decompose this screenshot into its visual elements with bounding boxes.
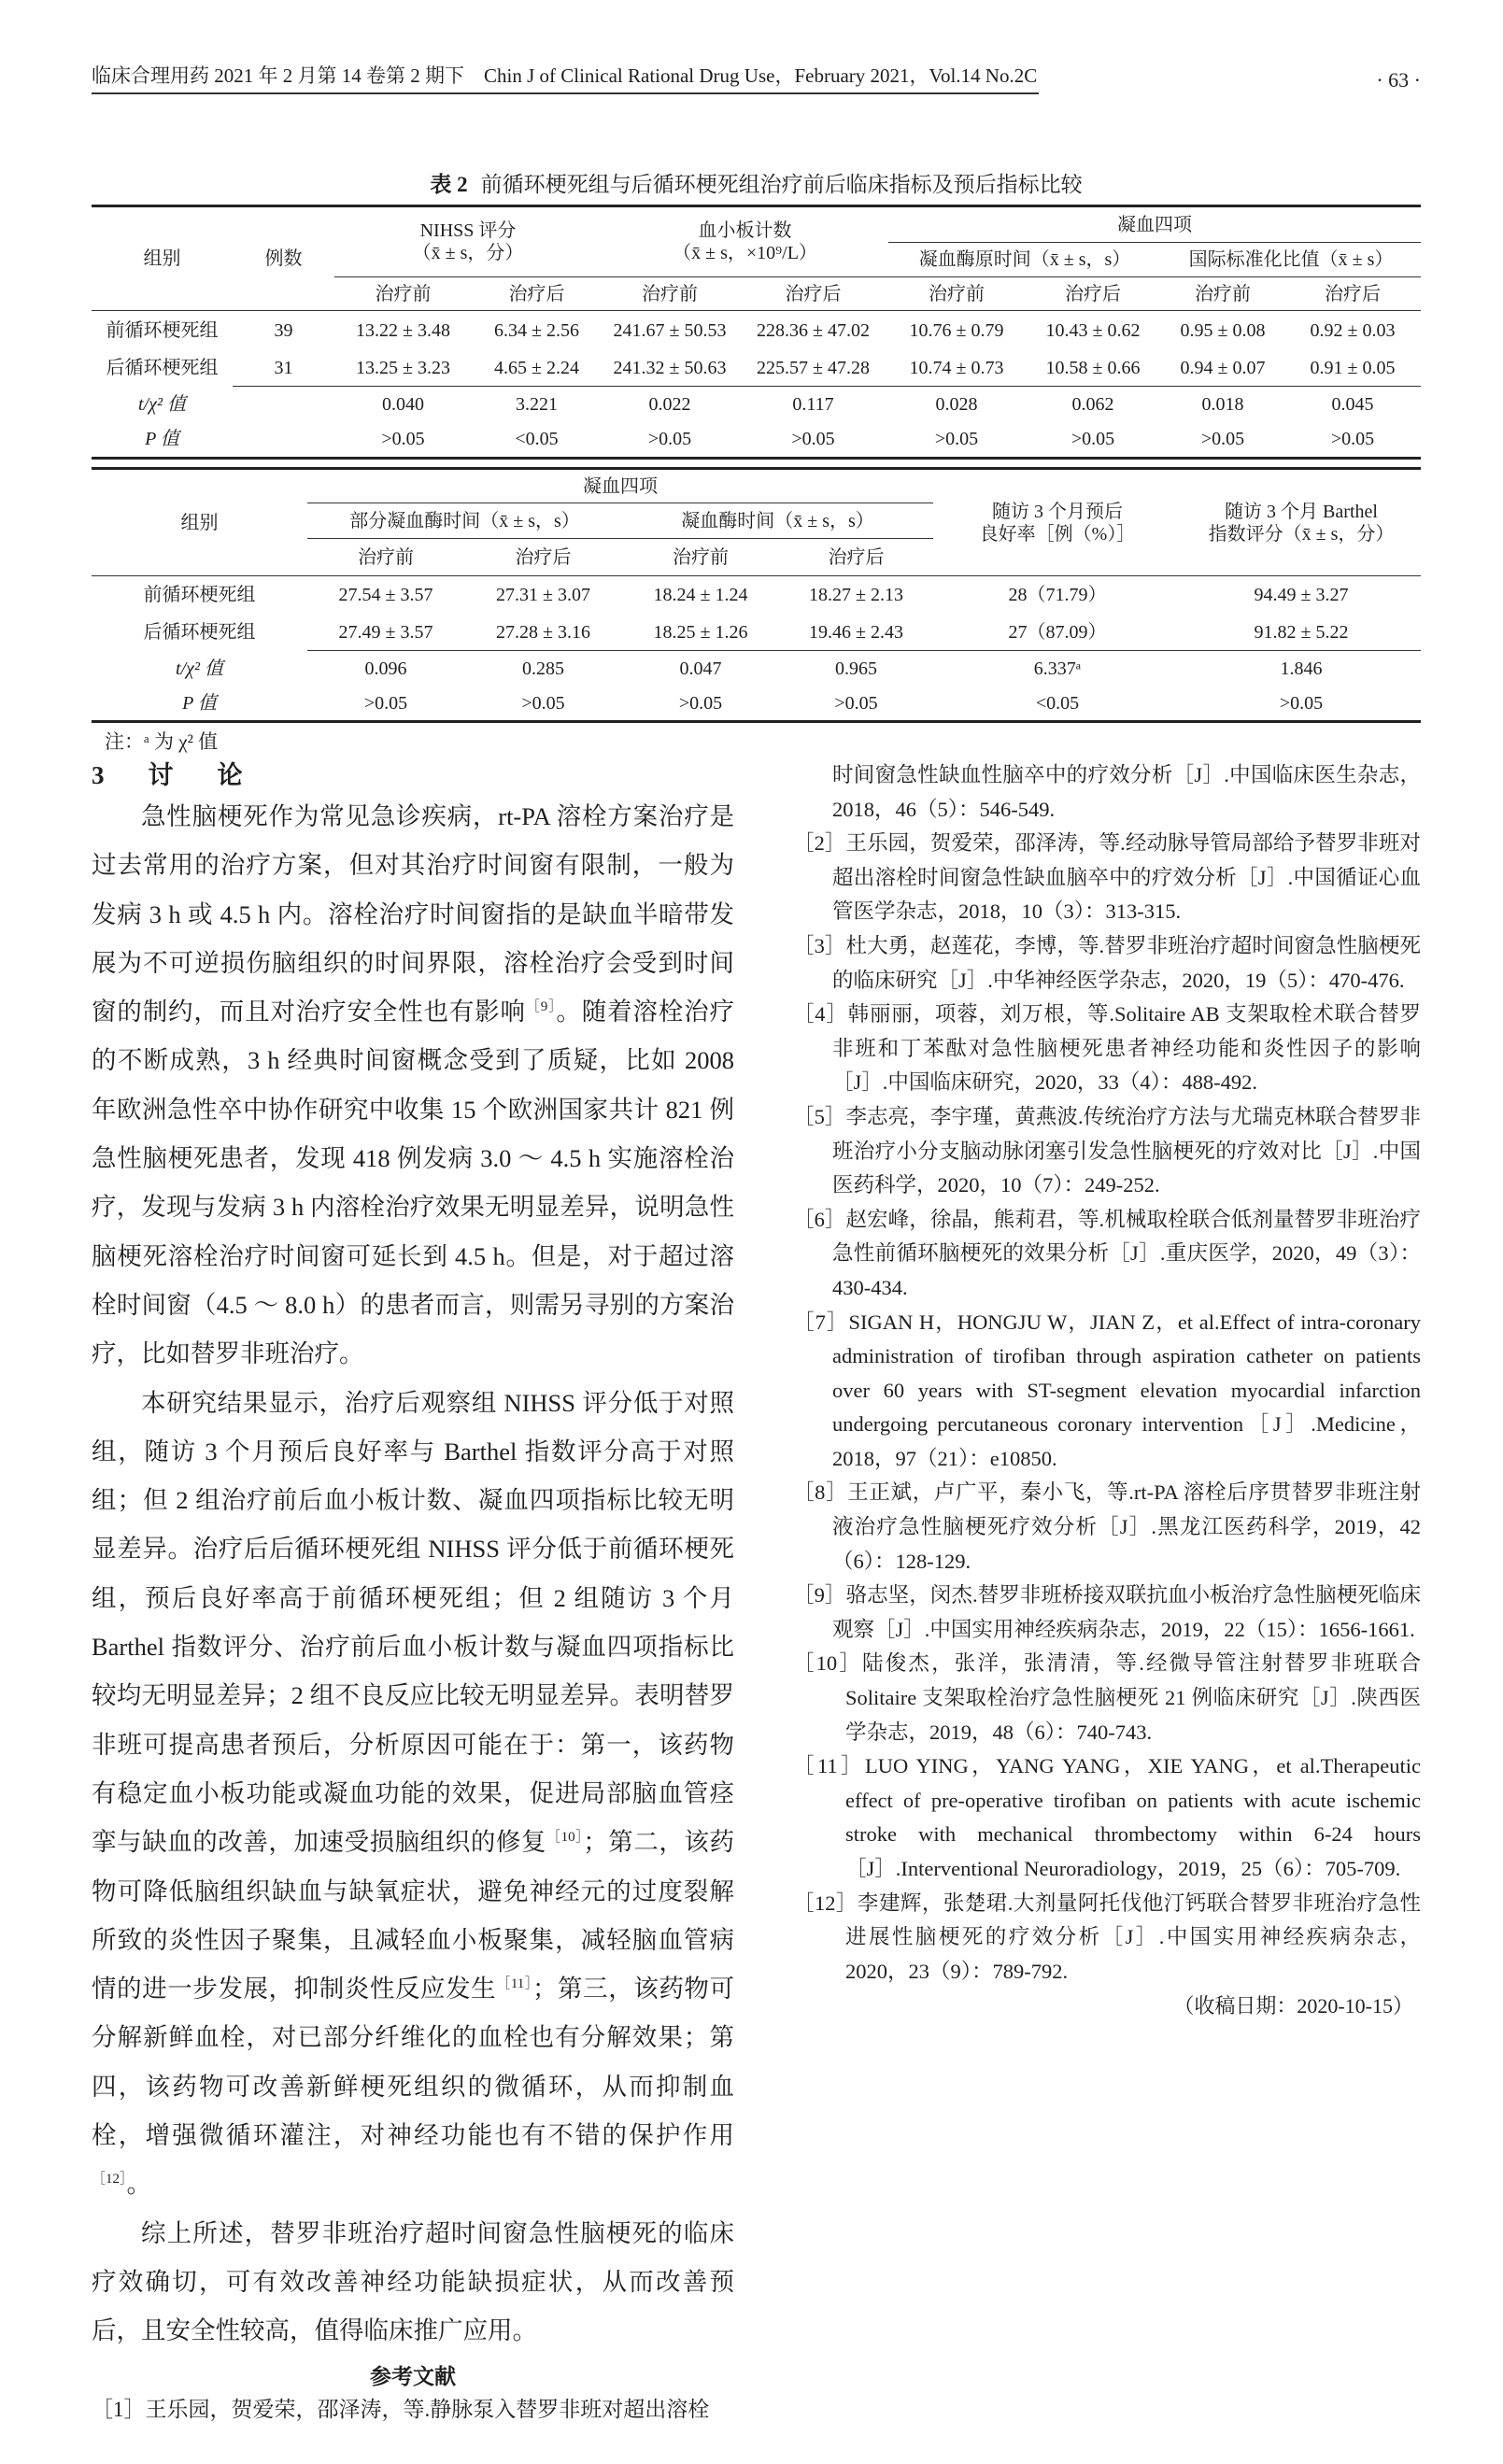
table-cell: >0.05 bbox=[678, 693, 723, 715]
header-nihss-unit: （x̄ ± s，分） bbox=[412, 243, 524, 263]
header-sub-after: 治疗后 bbox=[472, 277, 602, 311]
table-cell: 10.58 ± 0.66 bbox=[1045, 357, 1141, 378]
table-cell: 13.22 ± 3.48 bbox=[356, 319, 450, 341]
header-good-outcome bbox=[933, 469, 1182, 576]
header-sub-before: 治疗前 bbox=[334, 277, 472, 311]
header-platelet bbox=[602, 206, 888, 277]
header-group: 组别 bbox=[92, 469, 307, 576]
text-run: ；第二，该药物可降低脑组织缺血与缺氧症状，避免神经元的过度裂解所致的炎性因子聚集，且减轻血小板聚集，减轻脑血管病情的进一步发展，抑制炎性反应发生 bbox=[92, 1828, 734, 2004]
text-run: 。随着溶栓治疗的不断成熟，3 h 经典时间窗概念受到了质疑，比如 2008 年欧洲急性卒中协作研究中收集 15 个欧洲国家共计 821 例急性脑梗死患者，发现 418 例发病 3.0 ～ 4.5 h 实施溶栓治疗，发现与发病 3 h 内溶栓治疗效果无明显差异，说明急性脑梗死溶栓治疗时间窗可延长到 4.5 h。但是，对于超过溶栓时间窗（4.5 ～ 8.0 h）的患者而言，则需另寻别的方案治疗，比如替罗非班治疗。 bbox=[92, 998, 734, 1368]
header-inr: 国际标准化比值（x̄ ± s） bbox=[1161, 243, 1421, 277]
table-cell: >0.05 bbox=[521, 693, 565, 715]
table-row bbox=[92, 615, 1421, 651]
reference-1: ［1］王乐园，贺爱荣，邵泽涛，等.静脉泵入替罗非班对超出溶栓 bbox=[92, 2397, 710, 2421]
header-sub-before: 治疗前 bbox=[622, 539, 779, 576]
left-column bbox=[92, 758, 734, 2427]
header-sub-after: 治疗后 bbox=[1284, 277, 1421, 311]
row-label: 后循环梗死组 bbox=[143, 622, 256, 643]
page-number: · 63 · bbox=[1376, 68, 1421, 92]
reference-11: ［11］LUO YING，YANG YANG，XIE YANG，et al.Therapeutic effect of pre-operative tirofiban on patients with acute ischemic stroke with mechanical thrombectomy within 6-24 hours［J］.Interventional Neuroradiology，2019，25（6）：705-709. bbox=[793, 1754, 1421, 1880]
table-cell: 0.062 bbox=[1025, 387, 1161, 422]
table-cell: 10.74 ± 0.73 bbox=[909, 357, 1004, 378]
table-cell: >0.05 bbox=[1200, 429, 1245, 450]
table-cell: >0.05 bbox=[1330, 429, 1375, 450]
table-title bbox=[92, 171, 1421, 199]
header-good-outcome-2: 良好率［例（%）］ bbox=[979, 523, 1136, 545]
table-cell: >0.05 bbox=[1279, 693, 1324, 715]
header-sub-before: 治疗前 bbox=[888, 277, 1025, 311]
header-sub-before: 治疗前 bbox=[602, 277, 738, 311]
table-cell: 0.94 ± 0.07 bbox=[1180, 357, 1266, 378]
reference-9: ［9］骆志坚，闵杰.替罗非班桥接双联抗血小板治疗急性脑梗死临床观察［J］.中国实用神经疾病杂志，2019，22（15）：1656-1661. bbox=[793, 1583, 1421, 1641]
table-cell: <0.05 bbox=[515, 429, 559, 450]
table-cell: 10.43 ± 0.62 bbox=[1045, 319, 1141, 341]
table-cell: 27（87.09） bbox=[1008, 621, 1107, 643]
table-cell: >0.05 bbox=[1071, 429, 1115, 450]
row-label: 前循环梗死组 bbox=[106, 319, 219, 341]
reference-3: ［3］杜大勇，赵莲花，李博，等.替罗非班治疗超时间窗急性脑梗死的临床研究［J］.中华神经医学杂志，2020，19（5）：470-476. bbox=[793, 933, 1421, 992]
table-cell: 0.018 bbox=[1161, 387, 1284, 422]
table-cell: 13.25 ± 3.23 bbox=[356, 357, 450, 378]
table-cell: <0.05 bbox=[1035, 693, 1080, 715]
header-nihss bbox=[334, 206, 602, 277]
header-barthel-2: 指数评分（x̄ ± s，分） bbox=[1208, 523, 1395, 545]
reference-5: ［5］李志亮，李宇瑾，黄燕波.传统治疗方法与尤瑞克林联合替罗非班治疗小分支脑动脉闭塞引发急性脑梗死的疗效对比［J］.中国医药科学，2020，10（7）：249-252. bbox=[793, 1104, 1421, 1197]
header-barthel-1: 随访 3 个月 Barthel bbox=[1225, 501, 1378, 522]
reference-2: ［2］王乐园，贺爱荣，邵泽涛，等.经动脉导管局部给予替罗非班对超出溶栓时间窗急性缺血脑卒中的疗效分析［J］.中国循证心血管医学杂志，2018，10（3）：313-315. bbox=[793, 831, 1421, 924]
table-cell: >0.05 bbox=[381, 429, 425, 450]
row-label: t/χ² 值 bbox=[138, 393, 186, 415]
table-cell: 4.65 ± 2.24 bbox=[494, 357, 579, 378]
table-cell bbox=[233, 387, 334, 422]
table-cell: 6.34 ± 2.56 bbox=[494, 319, 579, 341]
reference-8: ［8］王正斌，卢广平，秦小飞，等.rt-PA 溶栓后序贯替罗非班注射液治疗急性脑梗死疗效分析［J］.黑龙江医药科学，2019，42（6）：128-129. bbox=[793, 1480, 1421, 1573]
header-coag: 凝血四项 bbox=[888, 206, 1421, 243]
results-table-part2 bbox=[92, 467, 1421, 723]
table-cell: 91.82 ± 5.22 bbox=[1254, 621, 1349, 643]
discussion-body bbox=[92, 792, 734, 2356]
table-cell: 225.57 ± 47.28 bbox=[757, 357, 871, 378]
table-cell: 3.221 bbox=[472, 387, 602, 422]
text-run: 。 bbox=[126, 2170, 152, 2199]
table-cell: 27.49 ± 3.57 bbox=[338, 621, 433, 643]
table-cell: >0.05 bbox=[791, 429, 835, 450]
citation: ［11］ bbox=[496, 1976, 532, 1992]
table-cell: >0.05 bbox=[934, 429, 979, 450]
header-group: 组别 bbox=[92, 206, 233, 311]
table-row bbox=[92, 387, 1421, 422]
table-cell: 31 bbox=[274, 357, 293, 378]
paragraph bbox=[92, 2209, 734, 2356]
citation: ［9］ bbox=[525, 999, 557, 1015]
table-cell: 0.117 bbox=[738, 387, 888, 422]
table-cell: 0.95 ± 0.08 bbox=[1180, 319, 1266, 341]
citation: ［10］ bbox=[546, 1830, 584, 1846]
row-label: 前循环梗死组 bbox=[143, 585, 256, 606]
section-heading: 3 讨 论 bbox=[92, 761, 252, 789]
table-cell: 39 bbox=[274, 319, 293, 341]
table-cell: >0.05 bbox=[834, 693, 878, 715]
header-aptt: 部分凝血酶时间（x̄ ± s，s） bbox=[307, 503, 622, 539]
paragraph bbox=[92, 792, 734, 1379]
header-n: 例数 bbox=[233, 206, 334, 311]
table-cell: 10.76 ± 0.79 bbox=[909, 319, 1004, 341]
header-nihss-label: NIHSS 评分 bbox=[419, 220, 517, 241]
table-cell: 28（71.79） bbox=[1008, 585, 1107, 606]
table-row bbox=[92, 687, 1421, 722]
reference-1-continued: 时间窗急性缺血性脑卒中的疗效分析［J］.中国临床医生杂志，2018，46（5）：546-549. bbox=[832, 763, 1421, 821]
table-row bbox=[92, 311, 1421, 350]
header-platelet-label: 血小板计数 bbox=[698, 220, 792, 241]
table-row bbox=[92, 422, 1421, 459]
header-platelet-unit: （x̄ ± s，×10⁹/L） bbox=[673, 243, 817, 263]
paragraph bbox=[92, 1379, 734, 2209]
running-head: 临床合理用药 2021 年 2 月第 14 卷第 2 期下 Chin J of Clinical Rational Drug Use，February 2021，Vol.14 No.2C bbox=[92, 62, 1039, 94]
table-cell: 0.022 bbox=[602, 387, 738, 422]
table-cell: 1.846 bbox=[1182, 651, 1421, 687]
reference-12: ［12］李建辉，张楚珺.大剂量阿托伐他汀钙联合替罗非班治疗急性进展性脑梗死的疗效分析［J］.中国实用神经疾病杂志，2020，23（9）：789-792. bbox=[793, 1890, 1421, 1983]
reference-6: ［6］赵宏峰，徐晶，熊莉君，等.机械取栓联合低剂量替罗非班治疗急性前循环脑梗死的效果分析［J］.重庆医学，2020，49（3）：430-434. bbox=[793, 1207, 1421, 1299]
table-cell: 0.965 bbox=[779, 651, 933, 687]
table-cell: 0.92 ± 0.03 bbox=[1310, 319, 1396, 341]
table-cell: 0.045 bbox=[1284, 387, 1421, 422]
table-row bbox=[92, 651, 1421, 687]
table-note: 注：ᵃ 为 χ² 值 bbox=[105, 730, 219, 753]
table-cell: 18.25 ± 1.26 bbox=[653, 621, 748, 643]
reference-4: ［4］韩丽丽，项蓉，刘万根，等.Solitaire AB 支架取栓术联合替罗非班和丁苯酞对急性脑梗死患者神经功能和炎性因子的影响［J］.中国临床研究，2020，33（4）：488-492. bbox=[793, 1002, 1421, 1095]
text-run: ；第三，该药物可分解新鲜血栓，对已部分纤维化的血栓也有分解效果；第四，该药物可改善新鲜梗死组织的微循环，从而抑制血栓，增强微循环灌注，对神经功能也有不错的保护作用 bbox=[92, 1975, 735, 2150]
text-run: 本研究结果显示，治疗后观察组 NIHSS 评分低于对照组，随访 3 个月预后良好率与 Barthel 指数评分高于对照组；但 2 组治疗前后血小板计数、凝血四项指标比较无明显差异。治疗后后循环梗死组 NIHSS 评分低于前循环梗死组，预后良好率高于前循环梗死组；但 2 组随访 3 个月 Barthel 指数评分、治疗前后血小板计数与凝血四项指标比较均无明显差异；2 组不良反应比较无明显差异。表明替罗非班可提高患者预后，分析原因可能在于：第一，该药物有稳定血小板功能或凝血功能的效果，促进局部脑血管痉挛与缺血的改善，加速受损脑组织的修复 bbox=[92, 1388, 734, 1857]
table-cell: 27.31 ± 3.07 bbox=[496, 585, 590, 606]
table-cell: 241.67 ± 50.53 bbox=[613, 319, 727, 341]
table-label: 表 2 bbox=[430, 173, 468, 196]
citation: ［12］ bbox=[92, 2172, 127, 2188]
header-coag: 凝血四项 bbox=[307, 469, 933, 503]
header-sub-before: 治疗前 bbox=[1161, 277, 1284, 311]
header-barthel bbox=[1182, 469, 1421, 576]
table-cell: 18.27 ± 2.13 bbox=[809, 585, 903, 606]
reference-10: ［10］陆俊杰，张洋，张清清，等.经微导管注射替罗非班联合 Solitaire 支架取栓治疗急性脑梗死 21 例临床研究［J］.陕西医学杂志，2019，48（6）：740-743. bbox=[793, 1651, 1421, 1744]
header-sub-after: 治疗后 bbox=[738, 277, 888, 311]
table-cell: 0.91 ± 0.05 bbox=[1310, 357, 1396, 378]
table-caption: 前循环梗死组与后循环梗死组治疗前后临床指标及预后指标比较 bbox=[480, 173, 1083, 196]
text-run: 急性脑梗死作为常见急诊疾病，rt-PA 溶栓方案治疗是过去常用的治疗方案，但对其治疗时间窗有限制，一般为发病 3 h 或 4.5 h 内。溶栓治疗时间窗指的是缺血半暗带发展为不可逆损伤脑组织的时间界限，溶栓治疗会受到时间窗的制约，而且对治疗安全性也有影响 bbox=[92, 802, 734, 1027]
table-cell: 94.49 ± 3.27 bbox=[1254, 585, 1349, 606]
header-sub-before: 治疗前 bbox=[307, 539, 464, 576]
row-label: t/χ² 值 bbox=[176, 658, 223, 679]
table-cell: >0.05 bbox=[647, 429, 692, 450]
header-sub-after: 治疗后 bbox=[1025, 277, 1161, 311]
header-pt: 凝血酶原时间（x̄ ± s，s） bbox=[888, 243, 1161, 277]
page-header bbox=[92, 62, 1421, 94]
table-cell: 18.24 ± 1.24 bbox=[653, 585, 748, 606]
received-date: （收稿日期：2020-10-15） bbox=[1173, 1994, 1413, 2018]
table-cell: 27.54 ± 3.57 bbox=[338, 585, 433, 606]
reference-7: ［7］SIGAN H，HONGJU W，JIAN Z，et al.Effect of intra-coronary administration of tirofiban through aspiration catheter on patients over 60 years with ST-segment elevation myocardial infarction undergoing percutaneous coronary intervention［J］.Medicine，2018，97（21）：e10850. bbox=[793, 1310, 1421, 1470]
text-run: 综上所述，替罗非班治疗超时间窗急性脑梗死的临床疗效确切，可有效改善神经功能缺损症状，从而改善预后，且安全性较高，值得临床推广应用。 bbox=[92, 2218, 734, 2345]
table-cell: 0.047 bbox=[622, 651, 779, 687]
results-table-part1 bbox=[92, 205, 1421, 460]
two-column-body bbox=[92, 758, 1421, 2427]
table-cell: 228.36 ± 47.02 bbox=[757, 319, 871, 341]
table-cell: 241.32 ± 50.63 bbox=[613, 357, 727, 378]
table-cell: 19.46 ± 2.43 bbox=[809, 621, 903, 643]
table-cell: 6.337ᵃ bbox=[933, 651, 1182, 687]
references-list bbox=[793, 758, 1421, 1989]
header-tt: 凝血酶时间（x̄ ± s，s） bbox=[622, 503, 933, 539]
row-label: P 值 bbox=[182, 693, 217, 715]
table-row bbox=[92, 350, 1421, 387]
references-heading: 参考文献 bbox=[370, 2364, 456, 2388]
row-label: 后循环梗死组 bbox=[106, 358, 219, 378]
right-column bbox=[793, 758, 1421, 2427]
header-sub-after: 治疗后 bbox=[779, 539, 933, 576]
header-sub-after: 治疗后 bbox=[464, 539, 622, 576]
row-label: P 值 bbox=[145, 429, 179, 450]
table-cell: 0.028 bbox=[888, 387, 1025, 422]
header-good-outcome-1: 随访 3 个月预后 bbox=[992, 501, 1123, 522]
table-cell: 0.285 bbox=[464, 651, 622, 687]
table-cell bbox=[233, 422, 334, 459]
table-cell: 0.040 bbox=[334, 387, 472, 422]
table-cell: 0.096 bbox=[307, 651, 464, 687]
table-cell: >0.05 bbox=[363, 693, 408, 715]
table-row bbox=[92, 576, 1421, 615]
table-cell: 27.28 ± 3.16 bbox=[496, 621, 590, 643]
